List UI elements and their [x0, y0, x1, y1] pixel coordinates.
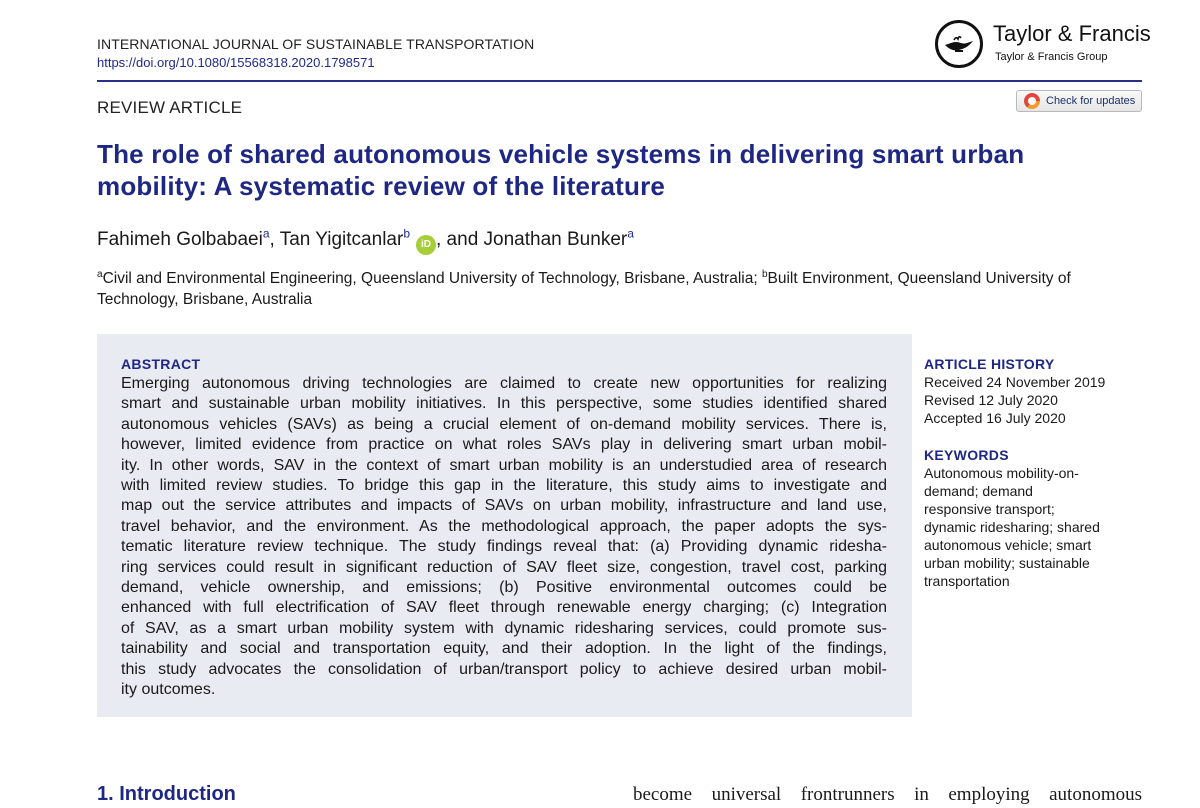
affil-marker: a	[97, 268, 103, 280]
abstract-line: ity outcomes.	[121, 681, 216, 699]
abstract-line: enhanced with full electrification of SAV fleet through renewable energy charging; (c) Integration	[121, 599, 887, 617]
crossmark-icon	[1024, 93, 1040, 109]
history-received: Received 24 November 2019	[924, 374, 1106, 390]
article-history	[924, 373, 1105, 427]
abstract-line: with limited review studies. To bridge this gap in the literature, this study aims to investigate and	[121, 477, 887, 495]
article-title: The role of shared autonomous vehicle systems in delivering smart urban mobility: A systematic review of the literature	[97, 139, 1025, 201]
abstract-line: ring services could result in significant reduction of SAV fleet size, congestion, travel cost, parking	[121, 558, 887, 576]
publisher-group: Taylor & Francis Group	[995, 51, 1108, 63]
abstract-line: Emerging autonomous driving technologies are claimed to create new opportunities for realizing	[121, 375, 887, 392]
author-list	[97, 226, 634, 255]
abstract-line: autonomous vehicles (SAVs) as being a crucial element of on-demand mobility services. There is,	[121, 415, 887, 433]
abstract-line: however, limited evidence from practice on what roles SAVs play in delivering smart urban mobil-	[121, 436, 887, 454]
history-revised: Revised 12 July 2020	[924, 392, 1058, 408]
affiliation-b: Built Environment, Queensland University of Technology, Brisbane, Australia	[97, 270, 1071, 308]
abstract-line: this study advocates the consolidation of urban/transport policy to achieve desired urban mobil-	[121, 660, 887, 678]
affiliations	[97, 268, 1117, 310]
affil-marker: b	[403, 226, 410, 241]
publisher-logo	[935, 20, 1150, 72]
header-rule	[97, 80, 1142, 82]
keyword-line: Autonomous mobility-on-	[924, 465, 1079, 481]
check-updates-button[interactable]	[1016, 90, 1142, 112]
author-name[interactable]: Fahimeh Golbabaei	[97, 229, 263, 250]
abstract-line: ity. In other words, SAV in the context of smart urban mobility is an understudied area of research	[121, 456, 887, 474]
keyword-line: autonomous vehicle; smart	[924, 537, 1092, 553]
abstract-line: tainability and social and transportation equity, and their adoption. In the light of the findings,	[121, 640, 887, 658]
lamp-icon	[935, 20, 983, 68]
abstract-line: of SAV, as a smart urban mobility system with dynamic ridesharing services, could promote sus-	[121, 619, 887, 637]
doi-link[interactable]: https://doi.org/10.1080/15568318.2020.1798571	[97, 55, 375, 70]
keyword-line: demand; demand	[924, 483, 1033, 499]
affil-marker: a	[262, 226, 270, 241]
author-separator: ,	[269, 229, 280, 250]
journal-name: INTERNATIONAL JOURNAL OF SUSTAINABLE TRANSPORTATION	[97, 36, 535, 52]
author-name[interactable]: Tan Yigitcanlar	[279, 229, 404, 250]
article-type: REVIEW ARTICLE	[97, 98, 243, 117]
keywords-list	[924, 464, 1124, 590]
author-separator: , and	[436, 229, 484, 250]
abstract-line: travel behavior, and the environment. As the methodological approach, the paper adopts the sys-	[121, 517, 887, 535]
history-heading: ARTICLE HISTORY	[924, 356, 1055, 372]
keywords-heading: KEYWORDS	[924, 447, 1009, 463]
affil-marker: b	[761, 268, 768, 280]
check-updates-label: Check for updates	[1046, 95, 1136, 107]
author-name[interactable]: Jonathan Bunker	[483, 229, 628, 250]
keyword-line: transportation	[924, 573, 1010, 589]
body-text: become universal frontrunners in employing autonomous	[633, 784, 1142, 805]
abstract-line: demand, vehicle ownership, and emissions; (b) Positive environmental outcomes could be	[121, 579, 887, 597]
history-accepted: Accepted 16 July 2020	[924, 410, 1066, 426]
keyword-line: urban mobility; sustainable	[924, 555, 1090, 571]
publisher-name: Taylor & Francis	[993, 21, 1151, 46]
keyword-line: dynamic ridesharing; shared	[924, 519, 1100, 535]
section-heading: 1. Introduction	[97, 783, 236, 805]
keyword-line: responsive transport;	[924, 501, 1055, 517]
orcid-icon[interactable]: iD	[416, 235, 436, 255]
affiliation-a: Civil and Environmental Engineering, Queensland University of Technology, Brisbane, Australia;	[102, 270, 762, 287]
abstract-line: smart and sustainable urban mobility initiatives. In this perspective, some studies identified shared	[121, 395, 887, 413]
abstract-heading: ABSTRACT	[121, 356, 201, 372]
abstract-line: tematic literature review technique. The study findings reveal that: (a) Providing dynamic ridesha-	[121, 538, 887, 556]
affil-marker: a	[627, 226, 634, 241]
abstract-text	[121, 374, 887, 701]
abstract-line: map out the service attributes and impacts of SAVs on urban mobility, infrastructure and land use,	[121, 497, 887, 515]
